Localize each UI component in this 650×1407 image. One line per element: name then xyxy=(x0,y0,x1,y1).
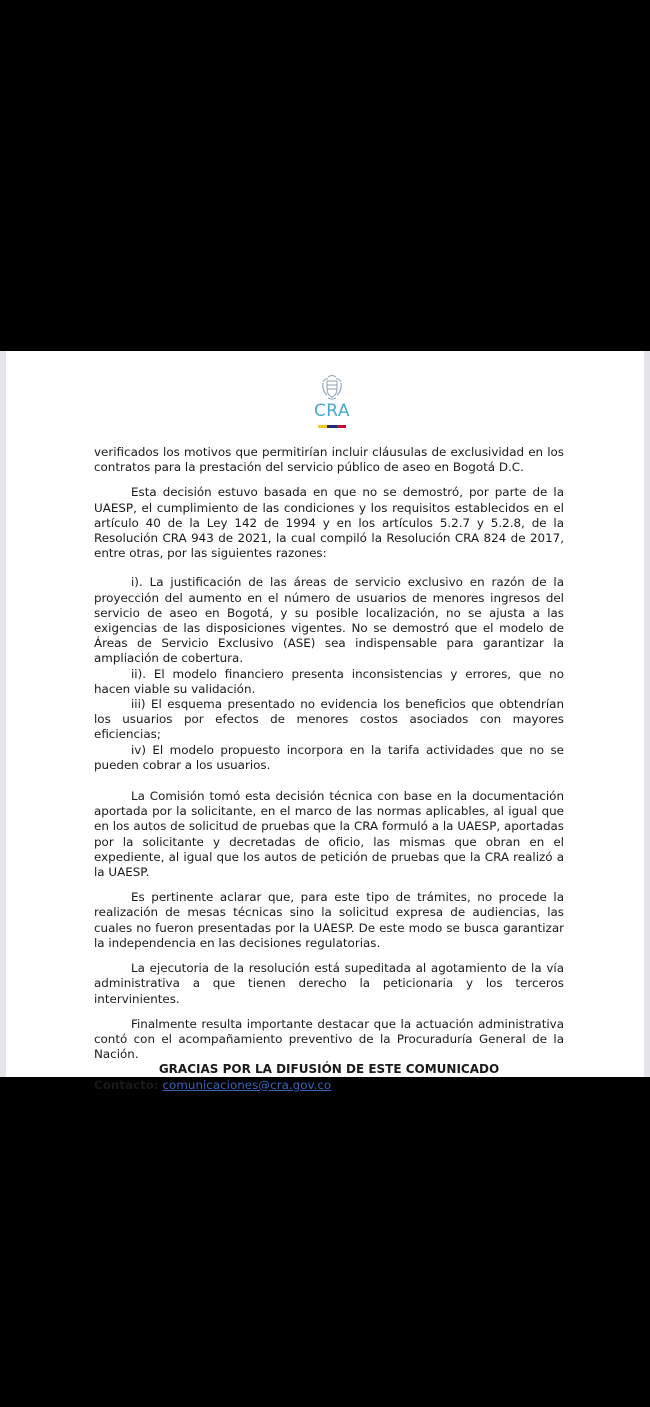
paragraph: La Comisión tomó esta decisión técnica con base en la documentación aportada por la solicitante, en el marco de las normas aplicables, al igual que en los autos de solicitud de pruebas que la CRA formuló a la UAESP, aportadas por la solicitante y decretadas de oficio, las mismas que obran en el expediente, al igual que los autos de petición de pruebas que la CRA realizó a la UAESP. xyxy=(94,789,564,880)
reason-item: i). La justificación de las áreas de servicio exclusivo en razón de la proyección del aumento en el número de usuarios de menores ingresos del servicio de aseo en Bogotá, y su posible localización, no se ajusta a las exigencias de las disposiciones vigentes. No se demostró que el modelo de Áreas de Servicio Exclusivo (ASE) sea indispensable para garantizar la ampliación de cobertura. xyxy=(94,575,564,666)
reason-item: ii). El modelo financiero presenta inconsistencias y errores, que no hacen viable su validación. xyxy=(94,666,564,696)
flag-stripe xyxy=(318,425,346,428)
paragraph: Finalmente resulta importante destacar que la actuación administrativa contó con el acompañamiento preventivo de la Procuraduría General de la Nación. xyxy=(94,1016,564,1062)
contact-label: Contacto: xyxy=(94,1077,159,1092)
contact-line xyxy=(94,1078,564,1093)
reason-item: iii) El esquema presentado no evidencia los beneficios que obtendrían los usuarios por efectos de menores costos asociados con mayores eficiencias; xyxy=(94,697,564,742)
paragraph: Esta decisión estuvo basada en que no se demostró, por parte de la UAESP, el cumplimiento de las condiciones y los requisitos establecidos en el artículo 40 de la Ley 142 de 1994 y en los artículos 5.2.7 y 5.2.8, de la Resolución CRA 943 de 2021, la cual compiló la Resolución CRA 824 de 2017, entre otras, por las siguientes razones: xyxy=(94,485,564,561)
flag-yellow xyxy=(318,425,327,428)
coat-of-arms-icon xyxy=(319,373,345,401)
closing-heading: GRACIAS POR LA DIFUSIÓN DE ESTE COMUNICADO xyxy=(158,1062,500,1077)
logo-text: CRA xyxy=(313,401,351,421)
paragraph: Es pertinente aclarar que, para este tipo de trámites, no procede la realización de mesas técnicas sino la solicitud expresa de audiencias, las cuales no fueron presentadas por la UAESP. De este modo se busca garantizar la independencia en las decisiones regulatorias. xyxy=(94,890,564,950)
document-page xyxy=(0,351,650,1092)
flag-red xyxy=(337,425,346,428)
document-body xyxy=(94,445,564,1093)
flag-blue xyxy=(327,425,336,428)
paragraph: verificados los motivos que permitirían incluir cláusulas de exclusividad en los contratos para la prestación del servicio público de aseo en Bogotá D.C. xyxy=(94,445,564,475)
contact-email-link[interactable]: comunicaciones@cra.gov.co xyxy=(162,1077,332,1092)
reason-item: iv) El modelo propuesto incorpora en la tarifa actividades que no se pueden cobrar a los usuarios. xyxy=(94,742,564,772)
paragraph: La ejecutoria de la resolución está supeditada al agotamiento de la vía administrativa a que tienen derecho la peticionaria y los terceros intervinientes. xyxy=(94,961,564,1006)
cra-logo xyxy=(306,373,358,439)
